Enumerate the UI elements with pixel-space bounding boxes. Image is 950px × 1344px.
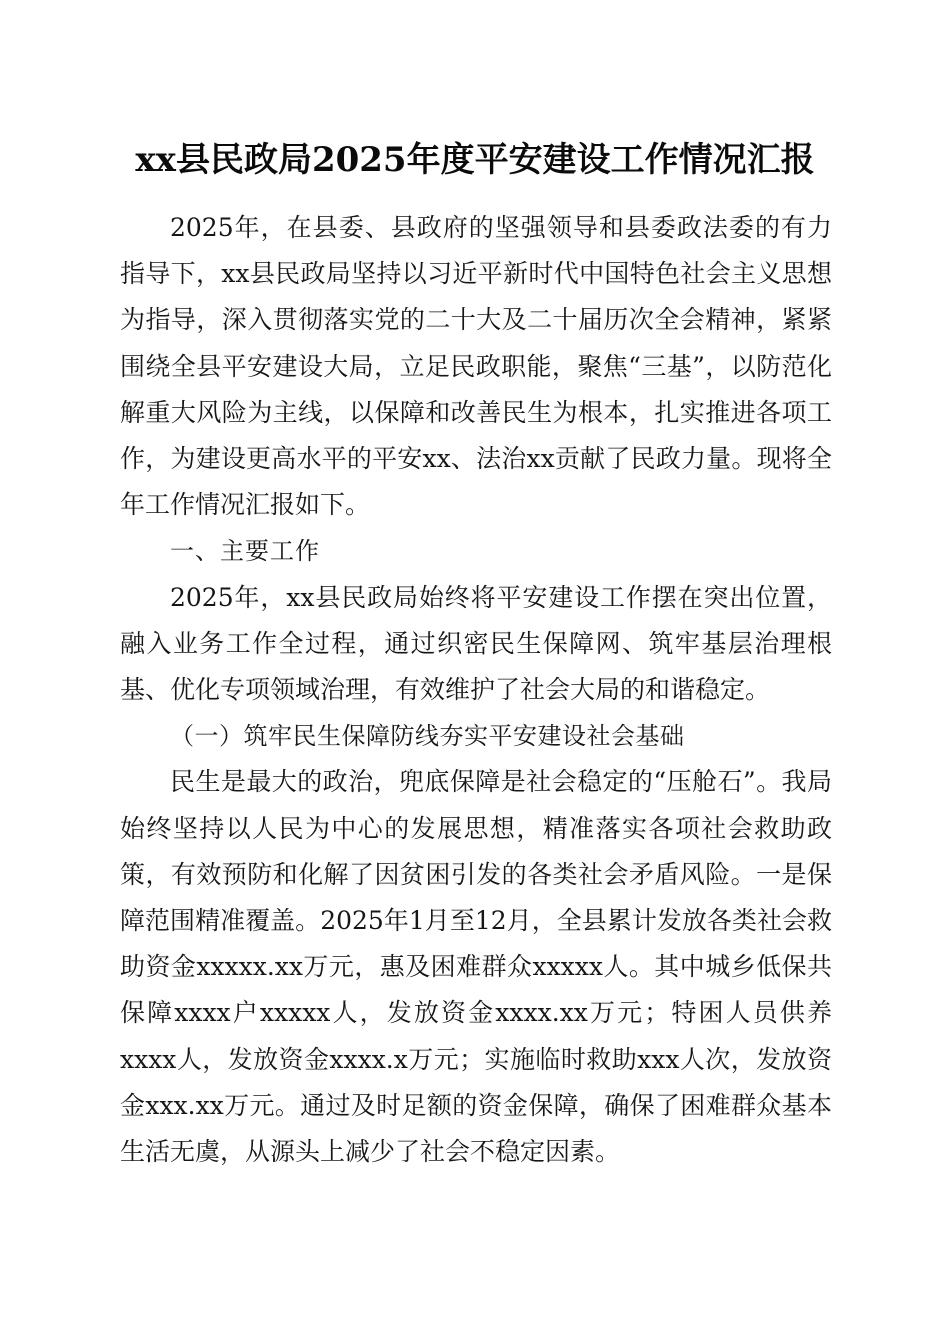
intro-paragraph: 2025年，在县委、县政府的坚强领导和县委政法委的有力指导下，xx县民政局坚持以习近平新时代中国特色社会主义思想为指导，深入贯彻落实党的二十大及二十届历次全会精神，紧紧围绕全县平安建设大局，立足民政职能，聚焦“三基”，以防范化解重大风险为主线，以保障和改善民生为根本，扎实推进各项工作，为建设更高水平的平安xx、法治xx贡献了民政力量。现将全年工作情况汇报如下。 bbox=[120, 213, 832, 520]
section-paragraph-main-work: 2025年，xx县民政局始终将平安建设工作摆在突出位置，融入业务工作全过程，通过织密民生保障网、筑牢基层治理根基、优化专项领域治理，有效维护了社会大局的和谐稳定。 bbox=[120, 582, 832, 705]
document-body bbox=[120, 205, 832, 1175]
document-title: xx县民政局2025年度平安建设工作情况汇报 bbox=[135, 140, 815, 180]
section-heading-main-work: 一、主要工作 bbox=[170, 537, 320, 566]
subsection-paragraph-livelihood: 民生是最大的政治，兜底保障是社会稳定的“压舱石”。我局始终坚持以人民为中心的发展思想，精准落实各项社会救助政策，有效预防和化解了因贫困引发的各类社会矛盾风险。一是保障范围精准覆盖。2025年1月至12月，全县累计发放各类社会救助资金xxxxx.xx万元，惠及困难群众xxxxx人。其中城乡低保共保障xxxx户xxxxx人，发放资金xxxx.xx万元；特困人员供养xxxx人，发放资金xxxx.x万元；实施临时救助xxx人次，发放资金xxx.xx万元。通过及时足额的资金保障，确保了困难群众基本生活无虞，从源头上减少了社会不稳定因素。 bbox=[120, 767, 832, 1167]
subsection-heading-livelihood: （一）筑牢民生保障防线夯实平安建设社会基础 bbox=[170, 722, 685, 751]
